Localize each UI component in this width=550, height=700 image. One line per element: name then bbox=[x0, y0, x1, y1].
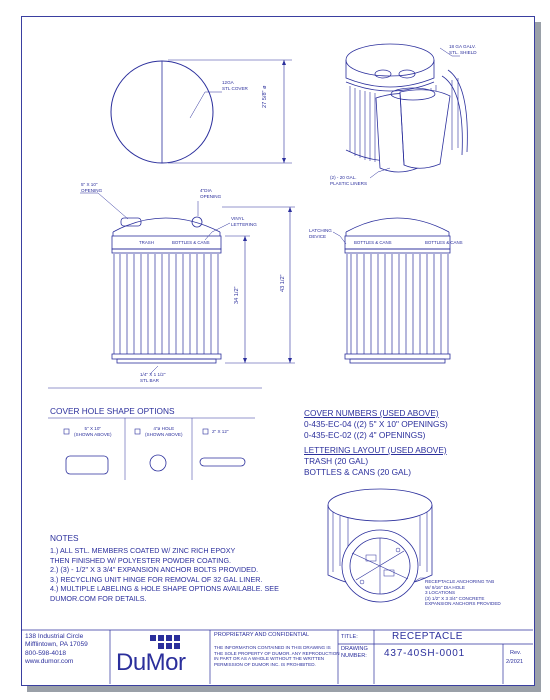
rev-label: Rev. bbox=[510, 650, 522, 656]
note-line-1: 1.) ALL STL. MEMBERS COATED W/ ZINC RICH EPOXY bbox=[50, 546, 236, 555]
latching-callout-line1: LATCHING bbox=[309, 228, 332, 233]
shield-callout-line2: STL. SHIELD bbox=[449, 49, 477, 55]
anchor-callout-line5: EXPANSION ANCHORS PROVIDED bbox=[425, 601, 501, 607]
address-line-2: Mifflintown, PA 17059 bbox=[25, 641, 88, 649]
hole-options-title: COVER HOLE SHAPE OPTIONS bbox=[50, 406, 175, 416]
opening-4-callout bbox=[200, 188, 221, 199]
title-label: TITLE: bbox=[341, 634, 358, 640]
total-height-dimension: 43 1/2" bbox=[280, 274, 286, 292]
isometric-view bbox=[346, 44, 467, 178]
logo-wordmark: DuMor bbox=[116, 649, 186, 676]
front-trash-label: TRASH bbox=[139, 240, 154, 245]
address-phone: 800-598-4018 bbox=[25, 649, 67, 657]
bar-callout-line2: STL BAR bbox=[140, 377, 159, 383]
drawing-label-line2: NUMBER: bbox=[341, 652, 367, 659]
proprietary-line-3: IN PART OR AS A WHOLE WITHOUT THE WRITTEN bbox=[214, 656, 325, 662]
note-line-6: DUMOR.COM FOR DETAILS. bbox=[50, 593, 147, 603]
side-bottles-label: BOTTLES & CANS bbox=[354, 240, 392, 245]
latching-callout-line2: DEVICE bbox=[309, 233, 327, 239]
vinyl-callout bbox=[231, 216, 257, 227]
shield-callout-line1: 18 GA GALV. bbox=[449, 44, 476, 49]
title-value: RECEPTACLE bbox=[392, 631, 463, 642]
cover-number-1: 0-435-EC-04 ((2) 5" X 10" OPENINGS) bbox=[304, 419, 448, 429]
opening-5x10-line1: 5" X 10" bbox=[81, 182, 98, 187]
rev-value: 2/2021 bbox=[506, 659, 524, 665]
liners-callout bbox=[330, 175, 367, 186]
proprietary-line-4: PERMISSION OF DUMOR INC. IS PROHIBITED. bbox=[214, 661, 316, 667]
opening-5x10-line2: OPENING bbox=[81, 187, 103, 193]
opening-4-line2: OPENING bbox=[200, 193, 222, 199]
drawing-number-label bbox=[341, 646, 368, 660]
opening-4-line1: 4"DIA bbox=[200, 188, 212, 193]
address-line-1: 138 Industrial Circle bbox=[25, 633, 84, 640]
liners-callout-line2: PLASTIC LINERS bbox=[330, 180, 368, 186]
anchor-callout bbox=[425, 579, 501, 607]
hole-option-2 bbox=[145, 426, 183, 437]
front-elevation bbox=[80, 193, 295, 374]
cover-numbers-title: COVER NUMBERS (USED ABOVE) bbox=[304, 408, 439, 418]
hole-option-1-line2: (SHOWN ABOVE) bbox=[74, 431, 112, 437]
bottom-view bbox=[328, 489, 432, 602]
lettering-line-2: BOTTLES & CANS (20 GAL) bbox=[304, 467, 411, 477]
notes-list bbox=[50, 546, 279, 604]
anchor-callout-line4: (3) 1/2" X 3 3/4" CONCRETE bbox=[425, 595, 485, 601]
hole-option-2-line1: 4"ø HOLE bbox=[153, 426, 175, 431]
liners-callout-line1: (2) - 20 GAL. bbox=[330, 175, 357, 180]
vinyl-callout-line2: LETTERING bbox=[231, 221, 257, 227]
proprietary-text bbox=[214, 645, 340, 667]
note-line-3: 2.) (3) - 1/2" X 3 3/4" EXPANSION ANCHOR BOLTS PROVIDED. bbox=[50, 565, 259, 575]
note-line-4: 3.) RECYCLING UNIT HINGE FOR REMOVAL OF 32 GAL LINER. bbox=[50, 574, 263, 584]
hole-option-2-line2: (SHOWN ABOVE) bbox=[145, 431, 183, 437]
address-website: www.dumor.com bbox=[25, 658, 74, 666]
proprietary-title: PROPRIETARY AND CONFIDENTIAL bbox=[214, 632, 310, 638]
body-height-dimension: 34 1/2" bbox=[234, 286, 240, 304]
top-view bbox=[111, 60, 292, 163]
hole-option-3 bbox=[212, 429, 229, 435]
cover-callout bbox=[222, 80, 248, 91]
lettering-title: LETTERING LAYOUT (USED ABOVE) bbox=[304, 445, 447, 455]
dumor-logo bbox=[118, 631, 206, 683]
shield-callout bbox=[449, 44, 477, 55]
bar-callout bbox=[140, 372, 165, 383]
proprietary-line-1: THE INFORMATION CONTAINED IN THIS DRAWING IS bbox=[214, 645, 331, 650]
latching-callout bbox=[309, 228, 332, 239]
drawing-number-value: 437-40SH-0001 bbox=[384, 648, 466, 659]
lettering-line-1: TRASH (20 GAL) bbox=[304, 456, 369, 466]
diameter-dimension: 27 5/8" ø bbox=[262, 85, 268, 108]
notes-title: NOTES bbox=[50, 533, 79, 543]
bar-callout-line1: 1/4" X 1 1/2" bbox=[140, 372, 166, 377]
anchor-callout-line3: 3 LOCATIONS bbox=[425, 590, 456, 596]
drawing-label-line1: DRAWING bbox=[341, 646, 368, 652]
hole-option-1-line1: 5" X 10" bbox=[84, 426, 102, 431]
opening-5x10-callout bbox=[81, 182, 102, 193]
hole-option-1 bbox=[74, 426, 112, 437]
note-line-2: THEN FINISHED W/ POLYESTER POWDER COATING. bbox=[50, 555, 232, 565]
anchor-callout-line2: W/ 9/16" DIA HOLE bbox=[425, 584, 465, 590]
note-line-5: 4.) MULTIPLE LABELING & HOLE SHAPE OPTIONS AVAILABLE. SEE bbox=[50, 584, 279, 594]
cover-number-2: 0-435-EC-02 ((2) 4" OPENINGS) bbox=[304, 430, 426, 440]
cover-callout-line2: STL COVER bbox=[222, 85, 248, 91]
front-bottles-label: BOTTLES & CANS bbox=[172, 240, 210, 245]
anchor-callout-line1: RECEPTACLE ANCHORING TAB bbox=[425, 579, 495, 584]
side-trash-label: BOTTLES & CANS bbox=[425, 240, 463, 245]
vinyl-callout-line1: VINYL bbox=[231, 216, 245, 221]
proprietary-line-2: THE SOLE PROPERTY OF DUMOR. ANY REPRODUCTION bbox=[214, 650, 340, 656]
company-address bbox=[25, 633, 88, 667]
hole-option-3-line1: 2" X 12" bbox=[212, 429, 229, 434]
cover-callout-line1: 12GA bbox=[222, 80, 234, 85]
